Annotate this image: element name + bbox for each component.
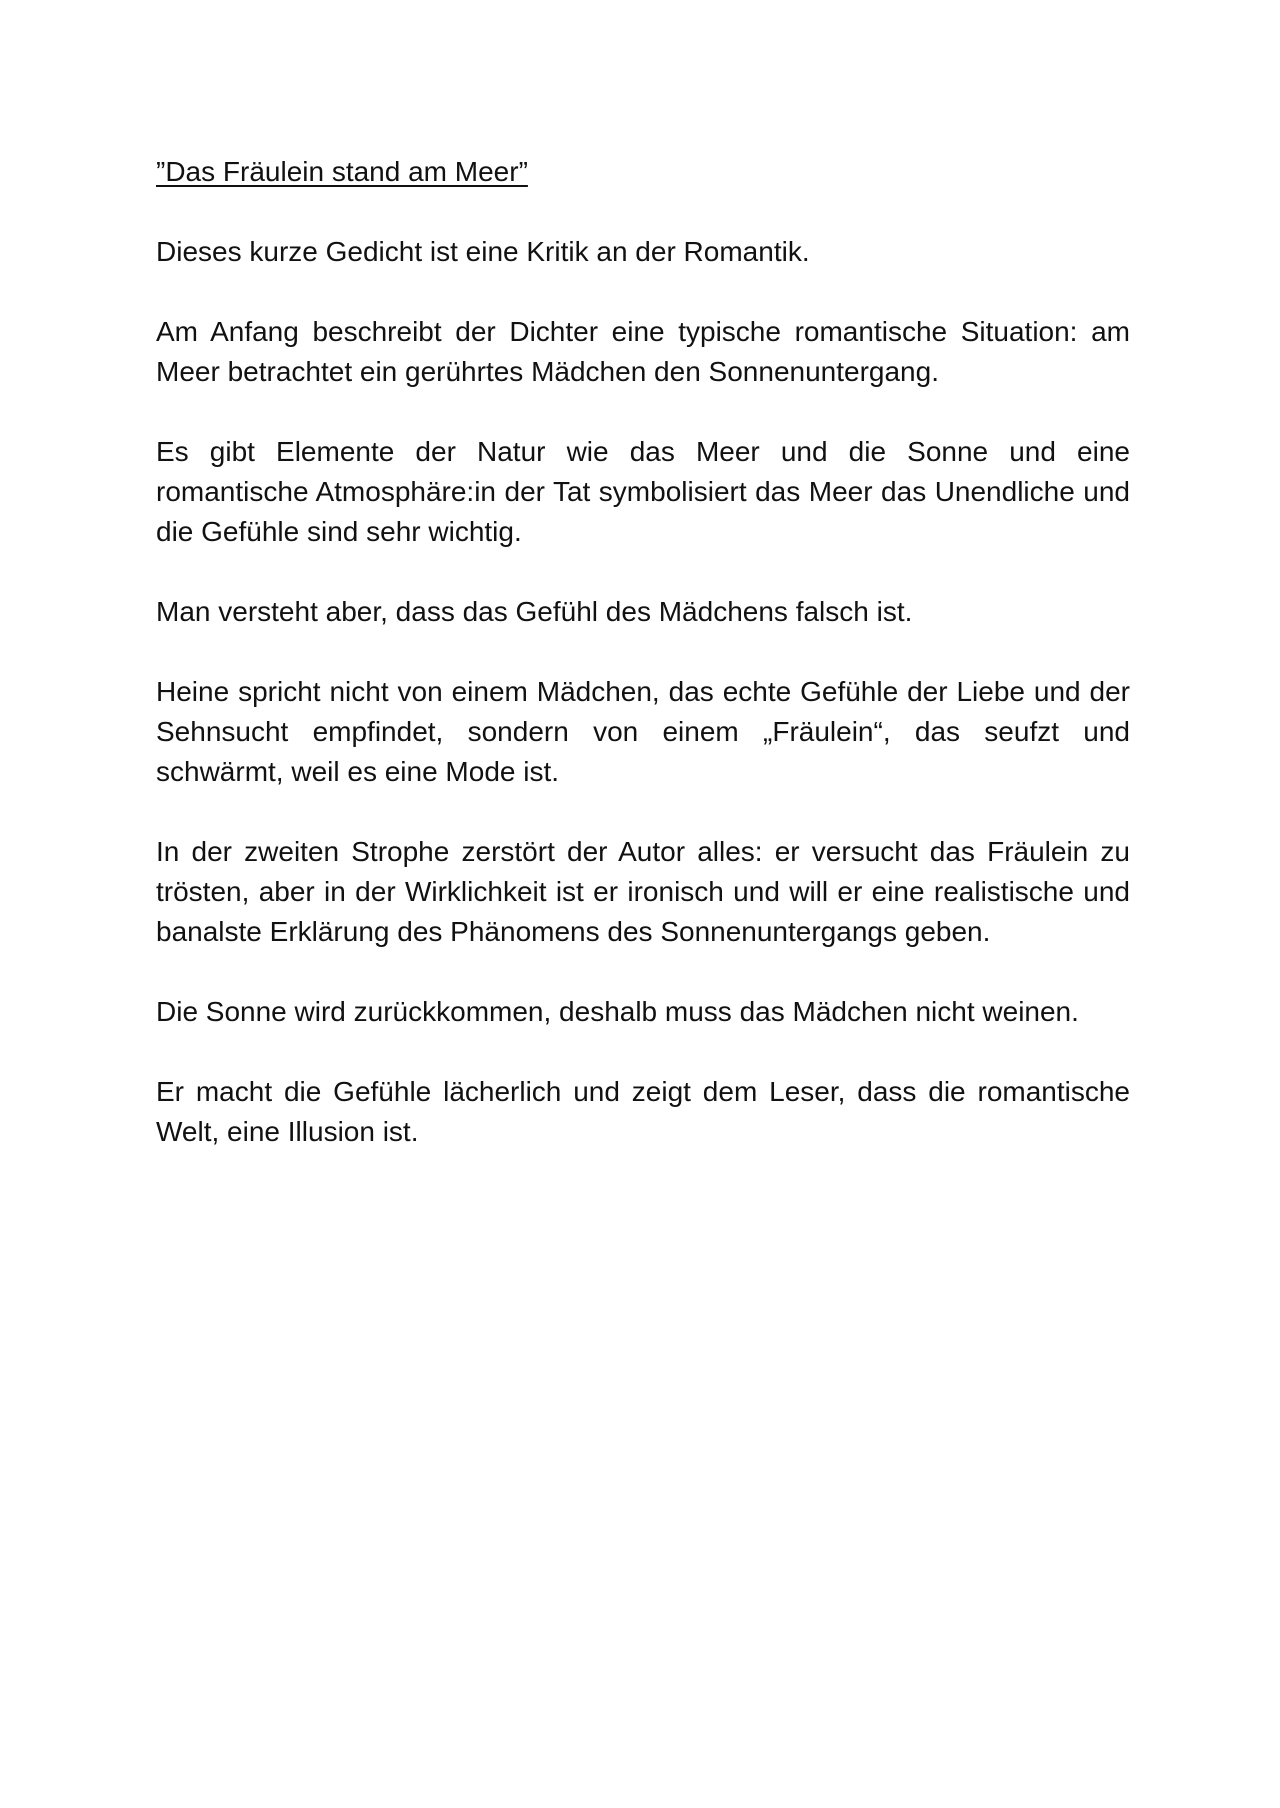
paragraph-6: In der zweiten Strophe zerstört der Autor alles: er versucht das Fräulein zu trösten, aber in der Wirklichkeit ist er ironisch und will er eine realistische und banalste Erklärung des Phänomens des Sonnenuntergangs geben. [156,836,1130,947]
paragraph-1: Dieses kurze Gedicht ist eine Kritik an der Romantik. [156,236,810,267]
paragraph-3: Es gibt Elemente der Natur wie das Meer und die Sonne und eine romantische Atmosphäre:in der Tat symbolisiert das Meer das Unendliche und die Gefühle sind sehr wichtig. [156,436,1130,547]
document-body [156,152,1130,1192]
paragraph-8: Er macht die Gefühle lächerlich und zeigt dem Leser, dass die romantische Welt, eine Illusion ist. [156,1076,1130,1147]
paragraph-2: Am Anfang beschreibt der Dichter eine typische romantische Situation: am Meer betrachtet ein gerührtes Mädchen den Sonnenuntergang. [156,316,1130,387]
document-title: ”Das Fräulein stand am Meer” [156,156,528,187]
paragraph-4: Man versteht aber, dass das Gefühl des Mädchens falsch ist. [156,596,913,627]
paragraph-5: Heine spricht nicht von einem Mädchen, das echte Gefühle der Liebe und der Sehnsucht empfindet, sondern von einem „Fräulein“, das seufzt und schwärmt, weil es eine Mode ist. [156,676,1130,787]
paragraph-7: Die Sonne wird zurückkommen, deshalb muss das Mädchen nicht weinen. [156,996,1079,1027]
